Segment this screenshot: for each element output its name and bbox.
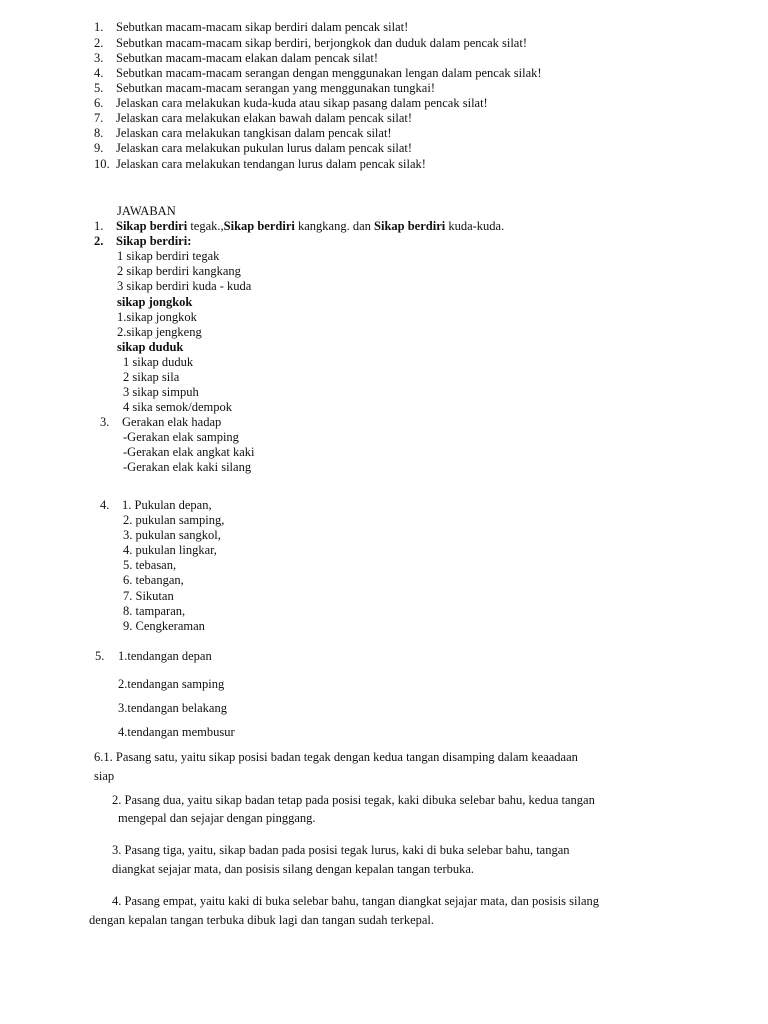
list-item: -Gerakan elak angkat kaki: [123, 445, 255, 459]
answer-6-p4-line2: dengan kepalan tangan terbuka dibuk lagi dan tangan sudah terkepal.: [89, 913, 435, 927]
list-item: 5. tebasan,: [123, 558, 177, 572]
list-item: 2 sikap sila: [123, 370, 180, 384]
question-9: 9. Jelaskan cara melakukan pukulan lurus dalam pencak silat!: [94, 141, 413, 155]
list-item: 2. pukulan samping,: [123, 513, 225, 527]
answer-6-p1-line1: 6.1. Pasang satu, yaitu sikap posisi badan tegak dengan kedua tangan disamping dalam keaadaan: [94, 750, 578, 764]
list-item: 7. Sikutan: [123, 589, 174, 603]
answer-3: 3. Gerakan elak hadap: [100, 415, 222, 429]
question-1: 1. Sebutkan macam-macam sikap berdiri dalam pencak silat!: [94, 20, 409, 34]
question-6: 6. Jelaskan cara melakukan kuda-kuda atau sikap pasang dalam pencak silat!: [94, 96, 488, 110]
list-item: 1.sikap jongkok: [117, 310, 197, 324]
answers-heading: JAWABAN: [117, 204, 176, 218]
list-item: 4.tendangan membusur: [118, 725, 235, 739]
answer-6-p3-line2: diangkat sejajar mata, dan posisis silang dengan kepalan tangan terbuka.: [112, 862, 475, 876]
list-item: 1 sikap duduk: [123, 355, 194, 369]
list-item: 2.tendangan samping: [118, 677, 225, 691]
list-item: 2.sikap jengkeng: [117, 325, 202, 339]
answer-6-p2-line2: mengepal dan sejajar dengan pinggang.: [118, 811, 316, 825]
answer-1: 1. Sikap berdiri tegak.,Sikap berdiri kangkang. dan Sikap berdiri kuda-kuda.: [94, 219, 505, 233]
answer-6-p4-line1: 4. Pasang empat, yaitu kaki di buka selebar bahu, tangan diangkat sejajar mata, dan posisis silang: [112, 894, 600, 908]
list-item: 4. pukulan lingkar,: [123, 543, 217, 557]
question-2: 2. Sebutkan macam-macam sikap berdiri, berjongkok dan duduk dalam pencak silat!: [94, 36, 527, 50]
list-item: 9. Cengkeraman: [123, 619, 205, 633]
list-item: 3. pukulan sangkol,: [123, 528, 221, 542]
list-item: 8. tamparan,: [123, 604, 186, 618]
question-8: 8. Jelaskan cara melakukan tangkisan dalam pencak silat!: [94, 126, 392, 140]
question-10: 10. Jelaskan cara melakukan tendangan lurus dalam pencak silak!: [94, 157, 426, 171]
question-3: 3. Sebutkan macam-macam elakan dalam pencak silat!: [94, 51, 379, 65]
answer-6-p1-line2: siap: [94, 769, 115, 783]
list-item: 2 sikap berdiri kangkang: [117, 264, 241, 278]
list-item: 6. tebangan,: [123, 573, 184, 587]
question-7: 7. Jelaskan cara melakukan elakan bawah dalam pencak silat!: [94, 111, 413, 125]
question-4: 4. Sebutkan macam-macam serangan dengan menggunakan lengan dalam pencak silak!: [94, 66, 542, 80]
answer-6-p3-line1: 3. Pasang tiga, yaitu, sikap badan pada posisi tegak lurus, kaki di buka selebar bahu, tangan: [112, 843, 570, 857]
answer-6-p2-line1: 2. Pasang dua, yaitu sikap badan tetap pada posisi tegak, kaki dibuka selebar bahu, kedua tangan: [112, 793, 595, 807]
jongkok-heading: sikap jongkok: [117, 295, 193, 309]
answer-5: 5. 1.tendangan depan: [95, 649, 212, 663]
list-item: 3 sikap simpuh: [123, 385, 199, 399]
question-5: 5. Sebutkan macam-macam serangan yang menggunakan tungkai!: [94, 81, 435, 95]
list-item: -Gerakan elak samping: [123, 430, 239, 444]
list-item: 1 sikap berdiri tegak: [117, 249, 220, 263]
list-item: 3 sikap berdiri kuda - kuda: [117, 279, 252, 293]
answer-2-heading: 2. Sikap berdiri:: [94, 234, 192, 248]
answer-4: 4. 1. Pukulan depan,: [100, 498, 212, 512]
list-item: 4 sika semok/dempok: [123, 400, 233, 414]
duduk-heading: sikap duduk: [117, 340, 184, 354]
list-item: 3.tendangan belakang: [118, 701, 227, 715]
list-item: -Gerakan elak kaki silang: [123, 460, 252, 474]
